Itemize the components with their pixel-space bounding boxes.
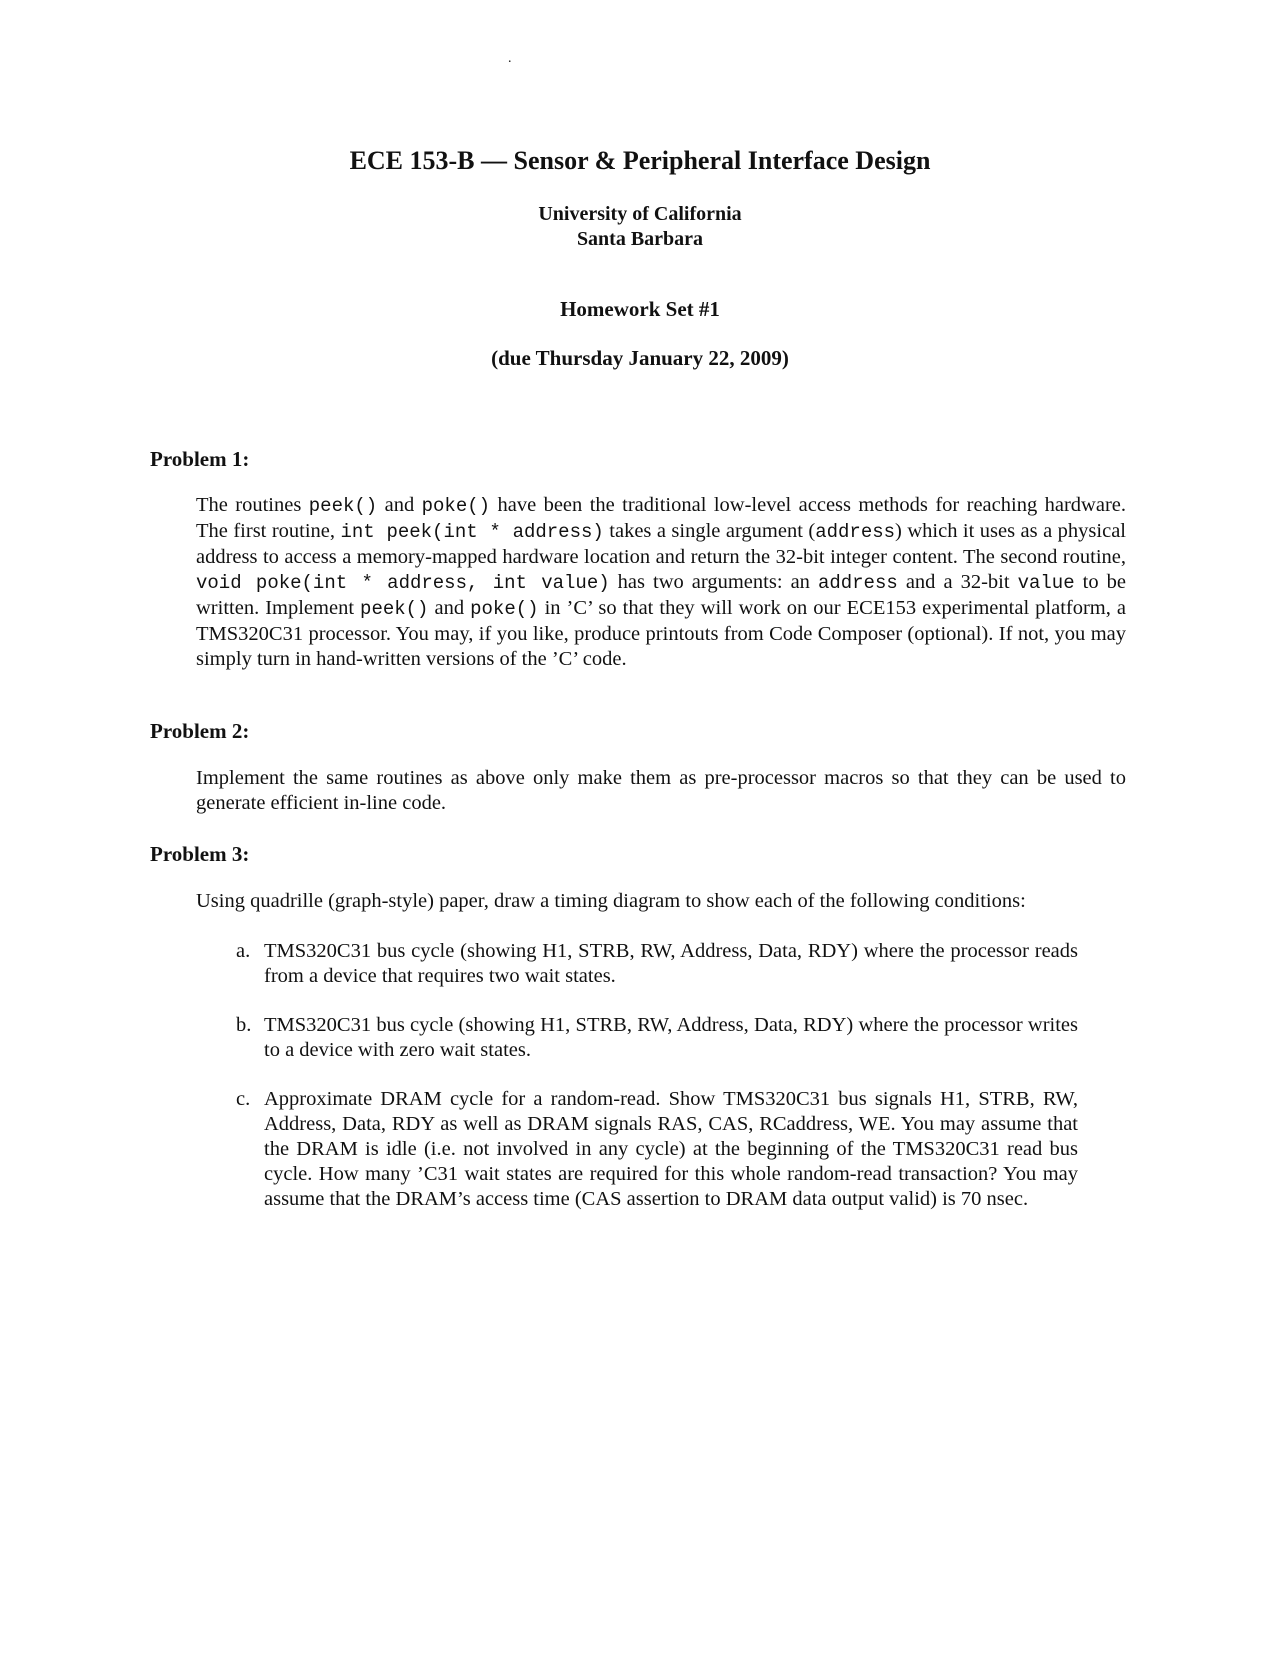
problem3-item-c <box>236 1087 1078 1212</box>
item-text: TMS320C31 bus cycle (showing H1, STRB, RW, Address, Data, RDY) where the processor reads from a device that requires two wait states. <box>264 940 1078 987</box>
stray-dot: . <box>508 51 512 66</box>
problem1-text: The routines peek() and poke() have been the traditional low-level access methods for reaching hardware. The first routine, int peek(int * address) takes a single argument (address) which it uses as a physical address to access a memory-mapped hardware location and return the 32-bit integer content. The second routine, void poke(int * address, int value) has two arguments: an address and a 32-bit value to be written. Implement peek() and poke() in ’C’ so that they will work on our ECE153 experimental platform, a TMS320C31 processor. You may, if you like, produce printouts from Code Composer (optional). If not, you may simply turn in hand-written versions of the ’C’ code. <box>196 494 1126 670</box>
item-text: TMS320C31 bus cycle (showing H1, STRB, RW, Address, Data, RDY) where the processor writes to a device with zero wait states. <box>264 1014 1078 1061</box>
problem3-heading: Problem 3: <box>150 842 250 866</box>
item-label: b. <box>236 1014 252 1036</box>
item-text: Approximate DRAM cycle for a random-read. Show TMS320C31 bus signals H1, STRB, RW, Address, Data, RDY as well as DRAM signals RAS, CAS, RCaddress, WE. You may assume that the DRAM is idle (i.e. not involved in any cycle) at the beginning of the TMS320C31 read bus cycle. How many ’C31 wait states are required for this whole random-read transaction? You may assume that the DRAM’s access time (CAS assertion to DRAM data output valid) is 70 nsec. <box>264 1088 1078 1210</box>
problem2-text: Implement the same routines as above only make them as pre-processor macros so that they can be used to generate efficient in-line code. <box>196 767 1126 814</box>
homework-title: Homework Set #1 <box>560 297 720 321</box>
problem3-item-a <box>236 939 1078 989</box>
university-name: University of California <box>538 203 742 225</box>
campus-name: Santa Barbara <box>576 228 704 250</box>
problem2-heading: Problem 2: <box>150 719 250 743</box>
due-date: (due Thursday January 22, 2009) <box>491 346 789 370</box>
problem1-heading: Problem 1: <box>150 447 250 471</box>
course-title: ECE 153-B — Sensor & Peripheral Interface Design <box>349 146 931 175</box>
problem3-item-b <box>236 1013 1078 1063</box>
item-label: a. <box>236 940 251 962</box>
problem3-intro: Using quadrille (graph-style) paper, draw a timing diagram to show each of the following conditions: <box>196 890 1026 912</box>
item-label: c. <box>236 1088 251 1110</box>
university <box>0 202 1280 252</box>
